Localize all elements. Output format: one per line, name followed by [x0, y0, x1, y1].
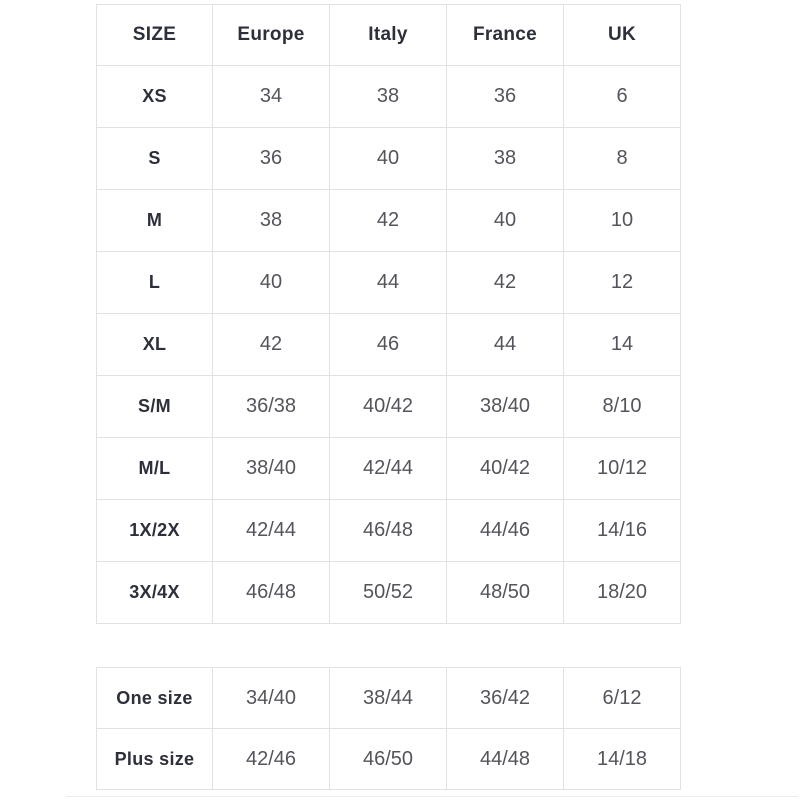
size-label-cell: L [97, 252, 213, 314]
value-cell: 38/44 [330, 668, 447, 729]
value-cell: 50/52 [330, 562, 447, 624]
value-cell: 44/48 [447, 729, 564, 790]
size-label-cell: Plus size [97, 729, 213, 790]
size-label-cell: S/M [97, 376, 213, 438]
table-row-s [97, 128, 681, 190]
value-cell: 14/16 [564, 500, 681, 562]
size-label-cell: XS [97, 66, 213, 128]
size-label-cell: 1X/2X [97, 500, 213, 562]
value-cell: 44 [447, 314, 564, 376]
size-label-cell: XL [97, 314, 213, 376]
table-row-s-m [97, 376, 681, 438]
value-cell: 40/42 [447, 438, 564, 500]
table-row-m [97, 190, 681, 252]
value-cell: 40 [330, 128, 447, 190]
column-header-italy: Italy [330, 5, 447, 66]
value-cell: 44 [330, 252, 447, 314]
value-cell: 44/46 [447, 500, 564, 562]
value-cell: 18/20 [564, 562, 681, 624]
table-row-xl [97, 314, 681, 376]
value-cell: 38 [330, 66, 447, 128]
column-header-europe: Europe [213, 5, 330, 66]
value-cell: 48/50 [447, 562, 564, 624]
bottom-divider [66, 796, 798, 797]
table-row-one-size [97, 668, 681, 729]
value-cell: 8/10 [564, 376, 681, 438]
column-header-france: France [447, 5, 564, 66]
value-cell: 14/18 [564, 729, 681, 790]
size-label-cell: One size [97, 668, 213, 729]
table-row-l [97, 252, 681, 314]
size-label-cell: M/L [97, 438, 213, 500]
value-cell: 46/48 [213, 562, 330, 624]
size-label-cell: S [97, 128, 213, 190]
value-cell: 38/40 [213, 438, 330, 500]
column-header-uk: UK [564, 5, 681, 66]
value-cell: 38 [213, 190, 330, 252]
value-cell: 40 [447, 190, 564, 252]
value-cell: 12 [564, 252, 681, 314]
value-cell: 10/12 [564, 438, 681, 500]
value-cell: 42/46 [213, 729, 330, 790]
value-cell: 36 [213, 128, 330, 190]
value-cell: 46/50 [330, 729, 447, 790]
value-cell: 36/42 [447, 668, 564, 729]
value-cell: 42 [330, 190, 447, 252]
value-cell: 36 [447, 66, 564, 128]
size-label-cell: 3X/4X [97, 562, 213, 624]
value-cell: 40 [213, 252, 330, 314]
size-conversion-table [96, 4, 681, 624]
value-cell: 34/40 [213, 668, 330, 729]
header-row [97, 5, 681, 66]
value-cell: 38/40 [447, 376, 564, 438]
value-cell: 46/48 [330, 500, 447, 562]
value-cell: 14 [564, 314, 681, 376]
value-cell: 42/44 [330, 438, 447, 500]
value-cell: 10 [564, 190, 681, 252]
special-sizes-table [96, 667, 681, 790]
value-cell: 34 [213, 66, 330, 128]
value-cell: 8 [564, 128, 681, 190]
size-label-cell: M [97, 190, 213, 252]
value-cell: 6 [564, 66, 681, 128]
value-cell: 38 [447, 128, 564, 190]
table-row-3x-4x [97, 562, 681, 624]
value-cell: 42/44 [213, 500, 330, 562]
table-row-xs [97, 66, 681, 128]
value-cell: 6/12 [564, 668, 681, 729]
table-row-m-l [97, 438, 681, 500]
value-cell: 36/38 [213, 376, 330, 438]
column-header-size: SIZE [97, 5, 213, 66]
value-cell: 40/42 [330, 376, 447, 438]
value-cell: 42 [447, 252, 564, 314]
value-cell: 46 [330, 314, 447, 376]
table-row-plus-size [97, 729, 681, 790]
value-cell: 42 [213, 314, 330, 376]
table-row-1x-2x [97, 500, 681, 562]
